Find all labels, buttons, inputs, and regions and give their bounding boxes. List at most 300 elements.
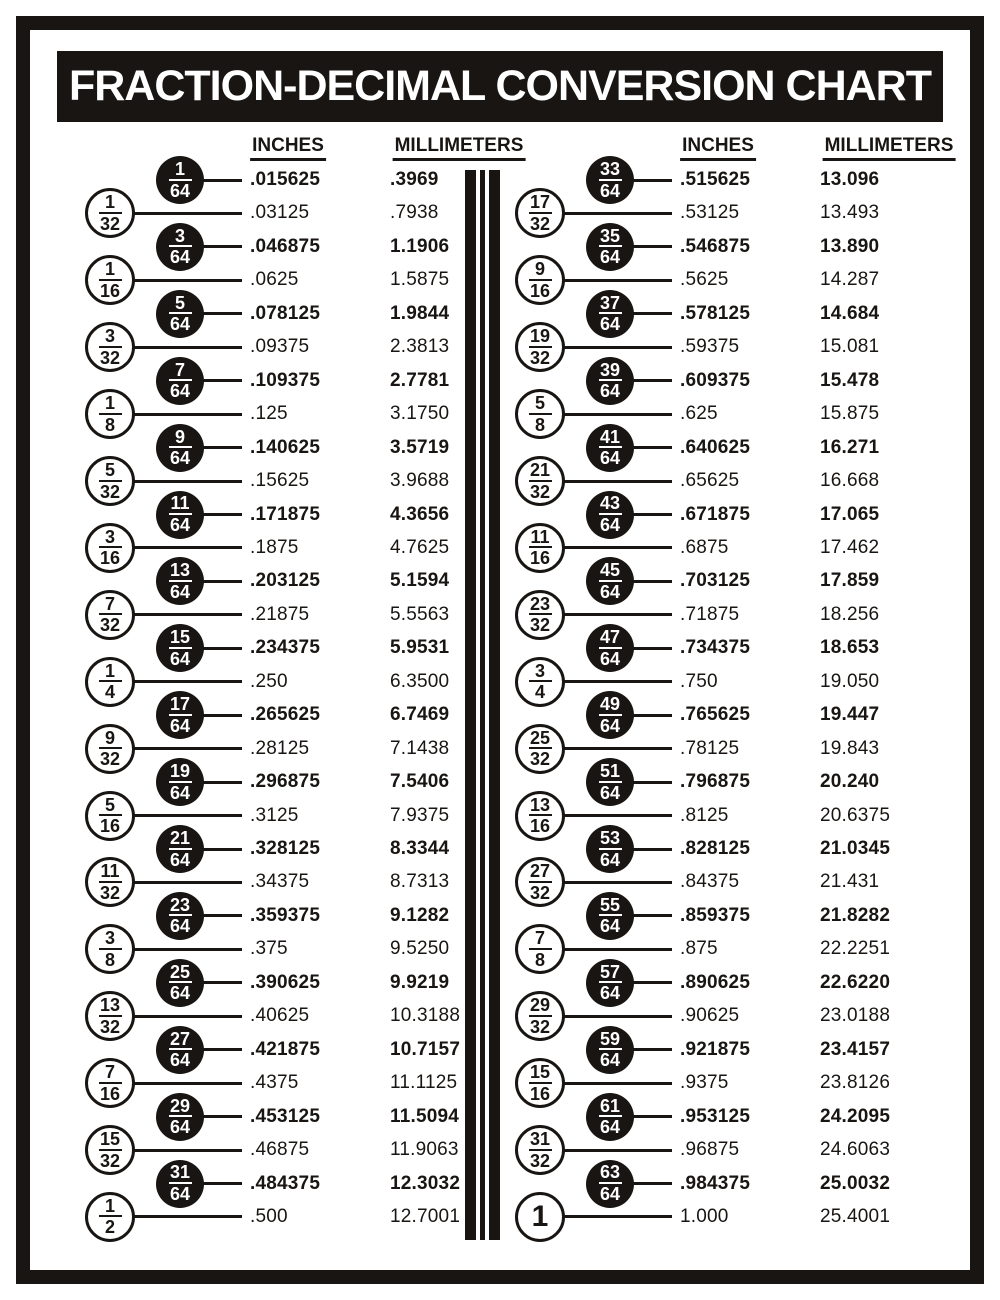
connector-line <box>200 245 242 248</box>
fraction-numerator: 1 <box>104 192 115 213</box>
inches-value: .765625 <box>680 704 751 726</box>
inches-value: .96875 <box>680 1139 740 1161</box>
fraction-numerator: 39 <box>599 359 621 380</box>
divider-bar-thin <box>480 170 485 1240</box>
connector-line <box>200 647 242 650</box>
connector-line <box>560 613 672 616</box>
fraction <box>529 526 552 569</box>
fraction-denominator: 64 <box>169 180 191 201</box>
inches-value: .15625 <box>250 470 310 492</box>
connector-line <box>200 580 242 583</box>
connector-line <box>130 680 242 683</box>
mm-value: 25.4001 <box>820 1205 891 1227</box>
fraction-numerator: 15 <box>169 627 191 648</box>
mm-value: 24.2095 <box>820 1105 891 1127</box>
fraction-numerator: 25 <box>169 961 191 982</box>
inches-value: .390625 <box>250 971 321 993</box>
fraction-denominator: 32 <box>99 213 121 234</box>
fraction-numerator: 15 <box>529 1062 551 1083</box>
fraction <box>529 1131 552 1169</box>
fraction-badge <box>586 491 634 539</box>
fraction-badge <box>515 188 565 238</box>
connector-line <box>200 848 242 851</box>
fraction-denominator: 64 <box>599 715 621 736</box>
connector-line <box>630 647 672 650</box>
mm-value: 1.9844 <box>390 302 450 324</box>
fraction <box>169 827 192 870</box>
fraction-badge <box>586 691 634 739</box>
fraction-denominator: 32 <box>529 1016 551 1037</box>
fraction-denominator: 64 <box>599 1050 621 1071</box>
fraction-numerator: 5 <box>104 794 115 815</box>
inches-value: .515625 <box>680 169 751 190</box>
mm-value: 16.668 <box>820 470 880 492</box>
connector-line <box>630 1115 672 1118</box>
inches-value: .5625 <box>680 269 729 291</box>
inches-value: .03125 <box>250 202 310 224</box>
fraction-badge <box>515 991 565 1041</box>
fraction-denominator: 64 <box>599 1117 621 1138</box>
fraction-numerator: 11 <box>530 526 550 547</box>
inches-value: .34375 <box>250 871 310 893</box>
connector-line <box>200 312 242 315</box>
inches-value: .125 <box>250 403 288 425</box>
fraction-badge <box>156 959 204 1007</box>
connector-line <box>630 179 672 182</box>
fraction-numerator: 27 <box>169 1028 191 1049</box>
fraction <box>529 930 552 968</box>
fraction-denominator: 64 <box>599 180 621 201</box>
mm-value: 16.271 <box>820 436 880 458</box>
inches-value: .46875 <box>250 1139 310 1161</box>
mm-value: 14.684 <box>820 302 880 324</box>
connector-line <box>560 680 672 683</box>
fraction-denominator: 64 <box>599 515 621 535</box>
fraction <box>99 395 122 433</box>
fraction-denominator: 64 <box>599 849 621 870</box>
fraction-badge <box>85 322 135 372</box>
inches-value: .578125 <box>680 302 751 324</box>
mm-value: 19.447 <box>820 704 880 726</box>
connector-line <box>130 1015 242 1018</box>
fraction-denominator: 32 <box>99 347 121 368</box>
fraction-numerator: 3 <box>104 326 115 347</box>
fraction-denominator: 8 <box>529 413 552 434</box>
connector-line <box>130 546 242 549</box>
fraction-badge <box>85 255 135 305</box>
mm-value: 25.0032 <box>820 1172 891 1194</box>
fraction <box>529 997 552 1035</box>
connector-line <box>200 513 242 516</box>
fraction <box>169 1164 192 1202</box>
fraction <box>529 660 552 703</box>
mm-value: 14.287 <box>820 269 880 291</box>
page-title: FRACTION-DECIMAL CONVERSION CHART <box>68 62 932 110</box>
fraction-badge <box>85 724 135 774</box>
fraction-badge <box>156 491 204 539</box>
fraction-denominator: 64 <box>169 1117 191 1138</box>
fraction-denominator: 8 <box>99 948 122 969</box>
mm-value: 12.7001 <box>390 1205 461 1227</box>
fraction-badge <box>156 624 204 672</box>
fraction <box>99 526 122 569</box>
fraction-numerator: 15 <box>99 1129 121 1149</box>
fraction-badge <box>586 156 634 204</box>
inches-value: .640625 <box>680 436 751 458</box>
mm-value: 5.1594 <box>390 570 450 592</box>
mm-value: 2.7781 <box>390 369 450 391</box>
fraction <box>99 328 122 366</box>
inches-value: .015625 <box>250 169 321 190</box>
inches-value: .500 <box>250 1205 288 1227</box>
fraction-badge <box>515 389 565 439</box>
fraction-numerator: 13 <box>169 560 191 581</box>
connector-line <box>630 580 672 583</box>
fraction <box>169 495 192 533</box>
fraction-denominator: 16 <box>529 816 551 837</box>
fraction-denominator: 64 <box>169 247 191 268</box>
fraction-badge <box>85 924 135 974</box>
connector-line <box>560 546 672 549</box>
fraction-denominator: 32 <box>99 481 121 502</box>
inches-value: .078125 <box>250 302 321 324</box>
fraction-numerator: 1 <box>104 1195 115 1216</box>
fraction-numerator: 31 <box>169 1162 191 1183</box>
fraction-denominator: 64 <box>599 983 621 1004</box>
fraction-badge <box>85 791 135 841</box>
fraction <box>529 593 552 636</box>
inches-value: .625 <box>680 403 718 425</box>
inches-value: .9375 <box>680 1072 729 1094</box>
mm-value: 23.0188 <box>820 1005 891 1027</box>
fraction-numerator: 51 <box>599 761 621 782</box>
connector-line <box>560 948 672 951</box>
fraction-numerator: 53 <box>599 827 621 848</box>
inches-value: .0625 <box>250 269 299 291</box>
fraction-denominator: 32 <box>529 1150 551 1171</box>
center-divider <box>465 170 500 1240</box>
fraction-badge <box>85 657 135 707</box>
fraction <box>599 894 622 937</box>
fraction-numerator: 63 <box>599 1162 621 1183</box>
fraction <box>599 359 622 402</box>
fraction-numerator: 59 <box>599 1028 621 1049</box>
inches-value: .546875 <box>680 235 751 257</box>
fraction-denominator: 32 <box>99 615 121 636</box>
inches-value: .875 <box>680 938 718 960</box>
fraction-numerator: 5 <box>104 460 115 480</box>
fraction-badge <box>85 857 135 907</box>
mm-value: 7.9375 <box>390 804 450 826</box>
fraction-badge <box>85 389 135 439</box>
fraction-badge <box>586 357 634 405</box>
fraction <box>599 495 622 533</box>
right-table <box>490 135 954 1265</box>
fraction-numerator: 61 <box>599 1095 621 1116</box>
connector-line <box>630 1182 672 1185</box>
connector-line <box>130 814 242 817</box>
mm-value: 4.3656 <box>390 503 450 525</box>
inches-header: INCHES <box>250 135 326 161</box>
inches-value: .234375 <box>250 637 321 659</box>
fraction-denominator: 32 <box>529 882 551 903</box>
fraction-numerator: 55 <box>599 894 621 915</box>
connector-line <box>200 781 242 784</box>
fraction-denominator: 64 <box>169 983 191 1004</box>
inches-value: .140625 <box>250 436 321 458</box>
fraction-numerator: 13 <box>529 794 551 815</box>
connector-line <box>560 480 672 483</box>
mm-value: 8.7313 <box>390 871 450 893</box>
fraction-denominator: 16 <box>529 280 551 301</box>
fraction-badge <box>515 1192 565 1242</box>
fraction-denominator: 16 <box>99 548 121 569</box>
fraction <box>169 158 192 201</box>
fraction-numerator: 35 <box>599 225 621 246</box>
fraction-numerator: 21 <box>529 460 551 480</box>
fraction-numerator: 7 <box>534 928 545 949</box>
inches-value: .8125 <box>680 804 729 826</box>
fraction-numerator: 41 <box>599 426 621 447</box>
fraction-denominator: 64 <box>599 648 621 669</box>
mm-value: 5.5563 <box>390 603 450 625</box>
fraction-denominator: 64 <box>599 916 621 937</box>
mm-value: 18.653 <box>820 637 880 659</box>
mm-value: 13.890 <box>820 235 880 257</box>
fraction-numerator: 23 <box>529 593 551 614</box>
fraction-numerator: 1 <box>104 660 115 681</box>
mm-value: 3.9688 <box>390 470 450 492</box>
connector-line <box>200 1115 242 1118</box>
fraction-badge <box>85 523 135 573</box>
mm-value: 1.1906 <box>390 235 450 257</box>
fraction <box>99 1195 122 1238</box>
inches-value: .265625 <box>250 704 321 726</box>
fraction-badge <box>156 758 204 806</box>
fraction <box>529 1064 552 1102</box>
inches-header: INCHES <box>680 135 756 161</box>
mm-value: 12.3032 <box>390 1172 461 1194</box>
mm-value: 11.1125 <box>390 1072 458 1094</box>
inches-value: .28125 <box>250 737 310 759</box>
fraction <box>169 562 192 600</box>
fraction <box>99 1064 122 1102</box>
fraction-badge <box>85 1192 135 1242</box>
fraction-denominator: 32 <box>99 882 121 903</box>
fraction-badge <box>85 456 135 506</box>
fraction-badge <box>156 691 204 739</box>
inches-value: .109375 <box>250 369 321 391</box>
connector-line <box>200 914 242 917</box>
connector-line <box>630 914 672 917</box>
fraction-badge <box>156 156 204 204</box>
fraction-denominator: 16 <box>99 816 121 837</box>
fraction-numerator: 37 <box>599 292 621 313</box>
mm-value: 3.5719 <box>390 436 450 458</box>
fraction-numerator: 17 <box>529 192 551 213</box>
fraction-numerator: 47 <box>599 627 621 648</box>
fraction-numerator: 5 <box>174 292 185 313</box>
inches-value: 1.000 <box>680 1205 729 1227</box>
inches-value: .296875 <box>250 771 321 793</box>
fraction-denominator: 32 <box>529 615 551 636</box>
inches-value: .09375 <box>250 336 310 358</box>
fraction <box>99 462 122 500</box>
fraction-badge <box>85 590 135 640</box>
fraction <box>529 863 552 901</box>
fraction-numerator: 49 <box>599 694 621 715</box>
connector-line <box>130 747 242 750</box>
mm-value: 9.5250 <box>390 938 450 960</box>
fraction-numerator: 7 <box>174 359 185 380</box>
fraction-denominator: 16 <box>529 1083 551 1104</box>
fraction-numerator: 13 <box>99 995 121 1016</box>
fraction <box>529 194 552 232</box>
mm-value: .7938 <box>390 202 439 224</box>
inches-value: .71875 <box>680 603 740 625</box>
fraction <box>99 930 122 968</box>
mm-value: 11.5094 <box>390 1105 460 1127</box>
fraction-numerator: 29 <box>529 995 551 1016</box>
inches-value: .65625 <box>680 470 740 492</box>
mm-value: 23.8126 <box>820 1072 891 1094</box>
mm-value: 15.081 <box>820 336 880 358</box>
fraction-numerator: 3 <box>104 526 115 547</box>
fraction-badge <box>586 959 634 1007</box>
fraction <box>599 158 622 201</box>
fraction-badge <box>586 892 634 940</box>
divider-bar-thick <box>465 170 476 1240</box>
mm-value: 17.065 <box>820 503 880 525</box>
connector-line <box>560 747 672 750</box>
connector-line <box>630 513 672 516</box>
fraction-denominator: 64 <box>169 515 191 535</box>
millimeters-header: MILLIMETERS <box>393 135 526 161</box>
connector-line <box>200 981 242 984</box>
mm-value: 15.478 <box>820 369 880 391</box>
fraction <box>529 261 552 299</box>
fraction <box>599 1028 622 1071</box>
fraction-denominator: 4 <box>529 680 552 701</box>
mm-value: 19.843 <box>820 737 880 759</box>
whole-number: 1 <box>531 1199 549 1233</box>
fraction-denominator: 32 <box>99 749 121 770</box>
fraction-badge <box>85 991 135 1041</box>
connector-line <box>130 881 242 884</box>
fraction <box>99 261 122 299</box>
inches-value: .671875 <box>680 503 751 525</box>
mm-value: 21.0345 <box>820 838 891 859</box>
fraction-badge <box>515 255 565 305</box>
fraction-denominator: 16 <box>99 280 121 301</box>
connector-line <box>630 446 672 449</box>
fraction <box>99 997 122 1035</box>
fraction-denominator: 64 <box>169 581 191 602</box>
fraction-badge <box>515 1058 565 1108</box>
fraction <box>599 225 622 268</box>
fraction-badge <box>586 223 634 271</box>
inches-value: .453125 <box>250 1105 321 1127</box>
mm-value: 3.1750 <box>390 403 450 425</box>
connector-line <box>560 212 672 215</box>
connector-line <box>130 613 242 616</box>
mm-value: 13.493 <box>820 202 880 224</box>
inches-value: .78125 <box>680 737 740 759</box>
mm-value: 10.3188 <box>390 1005 461 1027</box>
inches-value: .609375 <box>680 369 751 391</box>
mm-value: 22.2251 <box>820 938 891 960</box>
fraction-denominator: 64 <box>169 1050 191 1071</box>
inches-value: .890625 <box>680 971 751 993</box>
inches-value: .984375 <box>680 1172 751 1194</box>
fraction-numerator: 9 <box>104 727 115 748</box>
fraction <box>99 660 122 703</box>
inches-value: .203125 <box>250 570 321 592</box>
fraction-denominator: 4 <box>99 680 122 701</box>
fraction-denominator: 64 <box>169 381 191 402</box>
fraction-badge <box>156 424 204 472</box>
mm-value: 6.7469 <box>390 704 450 726</box>
inches-value: .421875 <box>250 1038 321 1060</box>
fraction-badge <box>586 557 634 605</box>
fraction-numerator: 3 <box>534 660 545 681</box>
fraction-denominator: 64 <box>169 1184 191 1204</box>
fraction-denominator: 64 <box>169 314 191 335</box>
fraction-denominator: 64 <box>169 782 191 803</box>
fraction-badge <box>515 456 565 506</box>
connector-line <box>630 245 672 248</box>
fraction-denominator: 32 <box>99 1150 121 1171</box>
fraction-badge <box>85 188 135 238</box>
fraction-numerator: 5 <box>534 393 545 414</box>
fraction-numerator: 17 <box>169 694 191 715</box>
fraction <box>99 1131 122 1169</box>
fraction <box>169 359 192 402</box>
inches-value: .750 <box>680 670 718 692</box>
fraction <box>169 629 192 667</box>
mm-value: 6.3500 <box>390 670 450 692</box>
mm-value: 22.6220 <box>820 971 891 993</box>
fraction-numerator: 27 <box>529 861 551 882</box>
fraction-badge <box>586 624 634 672</box>
fraction-badge <box>156 290 204 338</box>
mm-value: 15.875 <box>820 403 880 425</box>
fraction-numerator: 33 <box>599 158 621 179</box>
connector-line <box>130 346 242 349</box>
mm-value: 21.8282 <box>820 904 891 926</box>
fraction-badge <box>515 791 565 841</box>
inches-value: .375 <box>250 938 288 960</box>
inches-value: .21875 <box>250 603 310 625</box>
fraction <box>169 961 192 1004</box>
mm-value: .3969 <box>390 169 439 190</box>
inches-value: .59375 <box>680 336 740 358</box>
inches-value: .046875 <box>250 235 321 257</box>
connector-line <box>130 1149 242 1152</box>
mm-value: 17.462 <box>820 536 880 558</box>
inches-value: .734375 <box>680 637 751 659</box>
connector-line <box>560 881 672 884</box>
mm-value: 20.240 <box>820 771 880 793</box>
fraction-denominator: 8 <box>99 413 122 434</box>
connector-line <box>560 346 672 349</box>
fraction <box>599 696 622 734</box>
inches-value: .828125 <box>680 838 751 859</box>
mm-value: 23.4157 <box>820 1038 891 1060</box>
mm-value: 24.6063 <box>820 1139 891 1161</box>
fraction-denominator: 32 <box>529 481 551 502</box>
fraction <box>99 794 122 837</box>
